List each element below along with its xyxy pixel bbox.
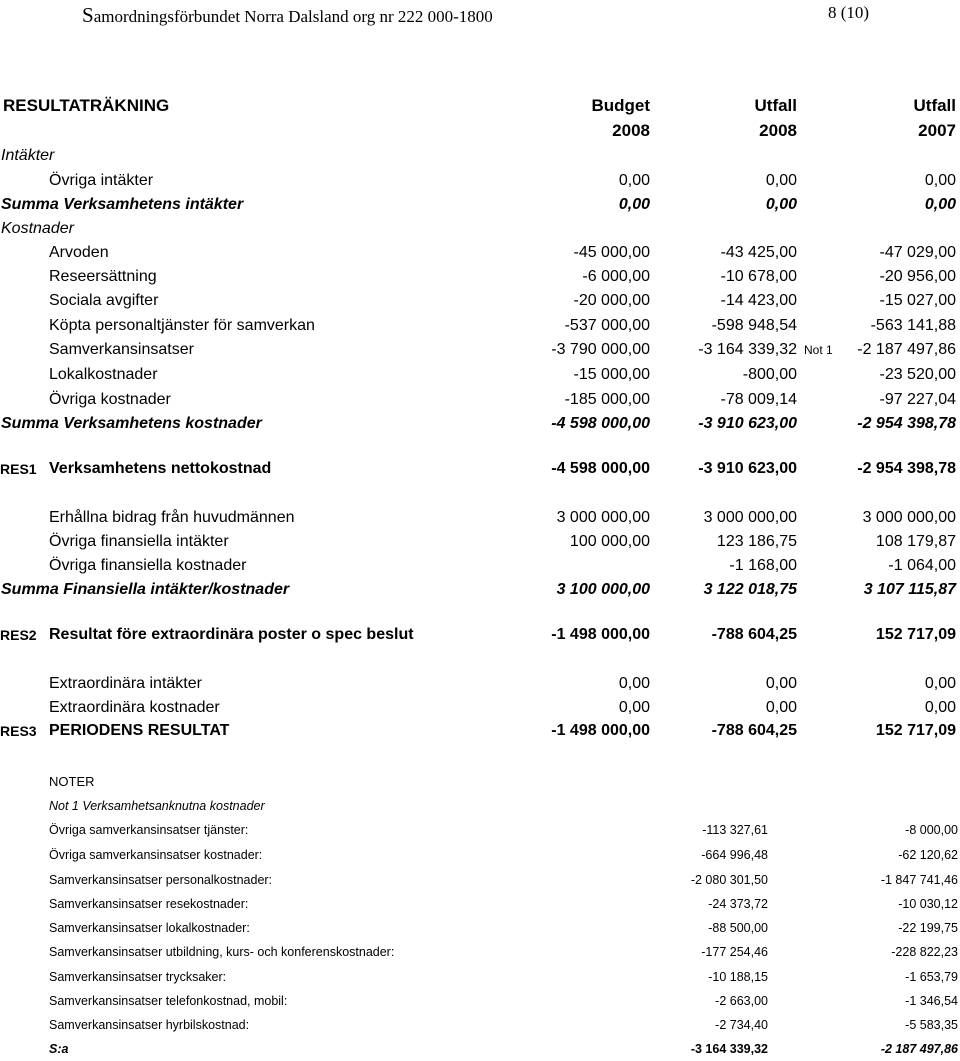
- value-utfall-2008: -788 604,25: [711, 722, 797, 739]
- col-year-budget: 2008: [612, 121, 650, 140]
- notes-heading: [0, 771, 960, 793]
- row-extra-intakter: [0, 672, 960, 696]
- value-utfall-2008: 123 186,75: [716, 533, 797, 550]
- row-cost-kopta-personaltjanster: [0, 314, 960, 338]
- value-utfall-2007: 3 107 115,87: [863, 581, 956, 598]
- note-row-label: Samverkansinsatser resekostnader:: [49, 897, 249, 911]
- statement-title-row: [0, 94, 960, 118]
- value-utfall-2008: 0,00: [765, 675, 797, 692]
- row-label: Summa Verksamhetens kostnader: [1, 415, 262, 432]
- page-number: 8 (10): [828, 3, 870, 22]
- section-income-label: Intäkter: [1, 147, 55, 164]
- value-utfall-2007: 108 179,87: [875, 533, 956, 550]
- row-label: Erhållna bidrag från huvudmännen: [49, 509, 295, 526]
- note-row-label: Samverkansinsatser lokalkostnader:: [49, 921, 250, 935]
- col-label-utfall-2008: Utfall: [754, 96, 797, 115]
- value-budget: -15 000,00: [573, 366, 650, 383]
- value-utfall-2007: -20 956,00: [879, 268, 956, 285]
- note-value-2007: -62 120,62: [898, 848, 958, 862]
- value-budget: 3 000 000,00: [556, 509, 650, 526]
- value-utfall-2008: -14 423,00: [720, 292, 797, 309]
- value-budget: -20 000,00: [573, 292, 650, 309]
- row-label: Verksamhetens nettokostnad: [49, 460, 272, 477]
- note-value-2008: -177 254,46: [701, 945, 768, 959]
- value-budget: -1 498 000,00: [551, 626, 650, 643]
- note-value-2008: -24 373,72: [708, 897, 768, 911]
- value-budget: 0,00: [618, 675, 650, 692]
- note-value-2007: -228 822,23: [891, 945, 958, 959]
- value-budget: 3 100 000,00: [556, 581, 650, 598]
- note-row: [0, 941, 960, 963]
- value-budget: -6 000,00: [582, 268, 650, 285]
- col-year-utfall-2008: 2008: [759, 121, 797, 140]
- value-budget: -3 790 000,00: [551, 341, 650, 358]
- row-label: Resultat före extraordinära poster o spec beslut: [49, 626, 414, 643]
- row-label: Summa Verksamhetens intäkter: [1, 196, 244, 213]
- note-row: [0, 966, 960, 988]
- document-header-org: [82, 3, 493, 28]
- value-utfall-2007: 0,00: [924, 699, 956, 716]
- note-row: [0, 893, 960, 915]
- value-utfall-2007: -47 029,00: [879, 244, 956, 261]
- row-cost-ovriga-kostnader: [0, 388, 960, 412]
- row-label: Övriga finansiella intäkter: [49, 533, 229, 550]
- row-fin-bidrag: [0, 506, 960, 530]
- notes-subheading: [0, 795, 960, 817]
- row-label: Övriga finansiella kostnader: [49, 557, 247, 574]
- notes-subheading-label: Not 1 Verksamhetsanknutna kostnader: [49, 799, 265, 813]
- note-row: [0, 990, 960, 1012]
- row-sum-costs: [0, 412, 960, 436]
- note-value-2007: -8 000,00: [905, 823, 958, 837]
- value-budget: 0,00: [618, 196, 650, 213]
- section-costs: [0, 217, 960, 241]
- note-row-label: Övriga samverkansinsatser tjänster:: [49, 823, 249, 837]
- row-label: Samverkansinsatser: [49, 341, 194, 358]
- value-utfall-2007: 0,00: [924, 172, 956, 189]
- value-budget: 100 000,00: [569, 533, 650, 550]
- note-value-2007: -10 030,12: [898, 897, 958, 911]
- value-utfall-2008: 3 000 000,00: [703, 509, 797, 526]
- row-sum-fin: [0, 578, 960, 602]
- note-row: [0, 917, 960, 939]
- section-income: [0, 144, 960, 168]
- row-fin-kostnader: [0, 554, 960, 578]
- row-extra-kostnader: [0, 696, 960, 720]
- note-row-label: Samverkansinsatser hyrbilskostnad:: [49, 1018, 250, 1032]
- value-utfall-2007: -2 954 398,78: [857, 415, 956, 432]
- row-cost-reseersattning: [0, 265, 960, 289]
- note-value-2008: -88 500,00: [708, 921, 768, 935]
- section-costs-label: Kostnader: [1, 220, 74, 237]
- value-utfall-2007: -2 187 497,86: [857, 341, 956, 358]
- row-cost-samverkansinsatser: [0, 338, 960, 362]
- value-utfall-2008: -3 910 623,00: [698, 415, 797, 432]
- row-label: PERIODENS RESULTAT: [49, 722, 230, 739]
- value-utfall-2008: -3 164 339,32: [698, 341, 797, 358]
- note-row: [0, 869, 960, 891]
- row-other-income: [0, 169, 960, 193]
- value-utfall-2008: -43 425,00: [720, 244, 797, 261]
- notes-heading-label: NOTER: [49, 774, 95, 789]
- value-utfall-2007: -15 027,00: [879, 292, 956, 309]
- org-initial: S: [82, 3, 94, 27]
- row-label: Arvoden: [49, 244, 109, 261]
- value-utfall-2007: -2 954 398,78: [857, 460, 956, 477]
- value-utfall-2008: 3 122 018,75: [703, 581, 797, 598]
- row-label: Övriga intäkter: [49, 172, 154, 189]
- row-cost-arvoden: [0, 241, 960, 265]
- row-label: Extraordinära kostnader: [49, 699, 220, 716]
- row-label: Lokalkostnader: [49, 366, 158, 383]
- value-utfall-2007: 0,00: [924, 675, 956, 692]
- value-utfall-2008: -1 168,00: [729, 557, 797, 574]
- value-utfall-2007: -1 064,00: [888, 557, 956, 574]
- value-budget: -1 498 000,00: [551, 722, 650, 739]
- note-row-label: Samverkansinsatser personalkostnader:: [49, 873, 273, 887]
- note-row-label: Övriga samverkansinsatser kostnader:: [49, 848, 263, 862]
- note-row: [0, 819, 960, 841]
- row-label: Summa Finansiella intäkter/kostnader: [1, 581, 290, 598]
- value-utfall-2007: 0,00: [924, 196, 956, 213]
- col-label-utfall-2007: Utfall: [913, 96, 956, 115]
- value-utfall-2008: -800,00: [742, 366, 797, 383]
- value-utfall-2008: 0,00: [765, 699, 797, 716]
- note-value-2007: -1 847 741,46: [880, 873, 958, 887]
- note-sum-2008: -3 164 339,32: [690, 1042, 768, 1056]
- value-utfall-2008: -10 678,00: [720, 268, 797, 285]
- note-row-label: Samverkansinsatser trycksaker:: [49, 970, 227, 984]
- value-utfall-2008: -788 604,25: [711, 626, 797, 643]
- value-budget: 0,00: [618, 172, 650, 189]
- value-budget: -4 598 000,00: [551, 415, 650, 432]
- note-sum-label: S:a: [49, 1042, 69, 1056]
- note-value-2007: -5 583,35: [905, 1018, 958, 1032]
- note-value-2008: -2 080 301,50: [690, 873, 768, 887]
- note-row: [0, 844, 960, 866]
- col-year-utfall-2007: 2007: [918, 121, 956, 140]
- value-utfall-2008: 0,00: [765, 196, 797, 213]
- note-value-2008: -2 734,40: [715, 1018, 768, 1032]
- value-utfall-2008: -3 910 623,00: [698, 460, 797, 477]
- value-budget: -537 000,00: [564, 317, 650, 334]
- value-utfall-2008: -598 948,54: [711, 317, 797, 334]
- row-label: Extraordinära intäkter: [49, 675, 202, 692]
- row-res2: [0, 623, 960, 647]
- org-name: amordningsförbundet Norra Dalsland org nr 222 000-1800: [93, 7, 493, 26]
- value-utfall-2007: 3 000 000,00: [862, 509, 956, 526]
- row-code: RES2: [0, 627, 37, 643]
- row-label: Köpta personaltjänster för samverkan: [49, 317, 315, 334]
- note-value-2007: -22 199,75: [898, 921, 958, 935]
- value-utfall-2007: -563 141,88: [870, 317, 956, 334]
- value-budget: -4 598 000,00: [551, 460, 650, 477]
- value-budget: -45 000,00: [573, 244, 650, 261]
- row-res1: [0, 457, 960, 481]
- note-value-2008: -10 188,15: [708, 970, 768, 984]
- row-label: Sociala avgifter: [49, 292, 159, 309]
- value-utfall-2007: -97 227,04: [879, 391, 956, 408]
- note-row: [0, 1014, 960, 1036]
- col-label-budget: Budget: [591, 96, 650, 115]
- note-value-2008: -664 996,48: [701, 848, 768, 862]
- note-row-label: Samverkansinsatser telefonkostnad, mobil:: [49, 994, 288, 1008]
- note-row-label: Samverkansinsatser utbildning, kurs- och konferenskostnader:: [49, 945, 395, 959]
- row-code: RES1: [0, 461, 37, 477]
- row-cost-lokalkostnader: [0, 363, 960, 387]
- note-sum-row: [0, 1038, 960, 1060]
- row-label: Övriga kostnader: [49, 391, 171, 408]
- value-utfall-2007: 152 717,09: [875, 626, 956, 643]
- value-budget: 0,00: [618, 699, 650, 716]
- value-utfall-2007: -23 520,00: [879, 366, 956, 383]
- row-label: Reseersättning: [49, 268, 157, 285]
- row-res3: [0, 719, 960, 743]
- statement-title: RESULTATRÄKNING: [3, 96, 170, 115]
- value-utfall-2007: 152 717,09: [875, 722, 956, 739]
- note-sum-2007: -2 187 497,86: [880, 1042, 958, 1056]
- year-row: [0, 119, 960, 143]
- value-utfall-2008: -78 009,14: [720, 391, 797, 408]
- note-value-2007: -1 653,79: [905, 970, 958, 984]
- row-code: RES3: [0, 723, 37, 739]
- note-value-2007: -1 346,54: [905, 994, 958, 1008]
- value-utfall-2008: 0,00: [765, 172, 797, 189]
- value-budget: -185 000,00: [564, 391, 650, 408]
- row-cost-sociala-avgifter: [0, 289, 960, 313]
- row-sum-income: [0, 193, 960, 217]
- note-reference: Not 1: [804, 343, 833, 357]
- note-value-2008: -113 327,61: [702, 823, 768, 837]
- note-value-2008: -2 663,00: [715, 994, 768, 1008]
- row-fin-intakter: [0, 530, 960, 554]
